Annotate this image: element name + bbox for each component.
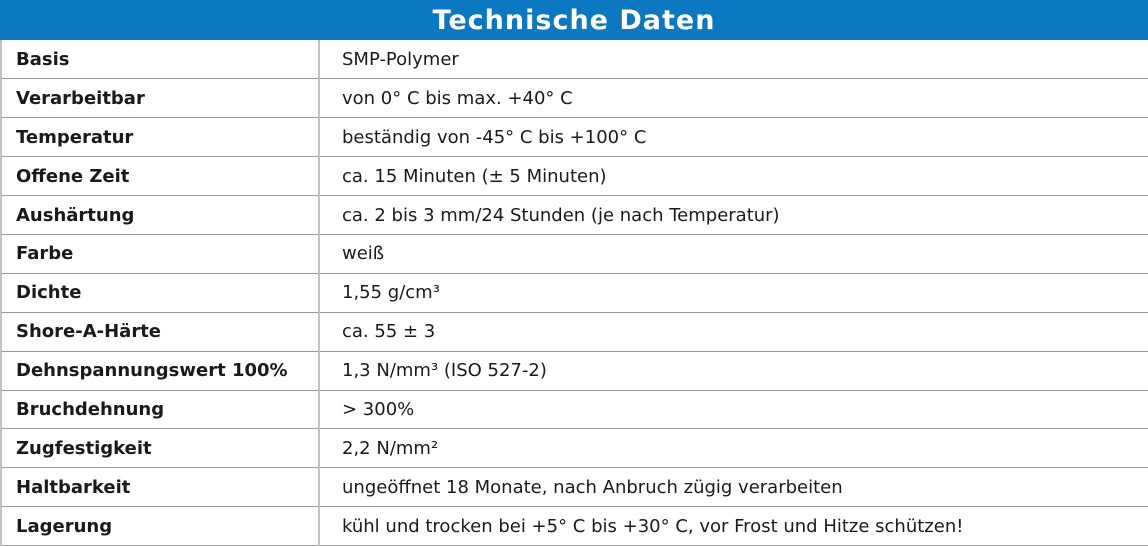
row-value: ca. 15 Minuten (± 5 Minuten) xyxy=(319,157,1148,196)
row-label: Zugfestigkeit xyxy=(1,429,319,468)
row-value: > 300% xyxy=(319,390,1148,429)
table-row xyxy=(1,234,1148,273)
row-label: Dichte xyxy=(1,273,319,312)
page-title: Technische Daten xyxy=(432,4,716,36)
table-row xyxy=(1,468,1148,507)
table-row xyxy=(1,429,1148,468)
row-value: 2,2 N/mm² xyxy=(319,429,1148,468)
row-value: weiß xyxy=(319,234,1148,273)
row-label: Aushärtung xyxy=(1,196,319,235)
table-row xyxy=(1,79,1148,118)
table-row xyxy=(1,40,1148,79)
row-value: 1,55 g/cm³ xyxy=(319,273,1148,312)
row-label: Dehnspannungswert 100% xyxy=(1,351,319,390)
technical-data-table xyxy=(0,40,1148,546)
table-row xyxy=(1,273,1148,312)
row-label: Temperatur xyxy=(1,118,319,157)
row-label: Verarbeitbar xyxy=(1,79,319,118)
row-value: ca. 55 ± 3 xyxy=(319,312,1148,351)
row-value: ca. 2 bis 3 mm/24 Stunden (je nach Temperatur) xyxy=(319,196,1148,235)
table-row xyxy=(1,390,1148,429)
table-row xyxy=(1,118,1148,157)
table-row xyxy=(1,312,1148,351)
row-value: von 0° C bis max. +40° C xyxy=(319,79,1148,118)
row-label: Farbe xyxy=(1,234,319,273)
row-value: 1,3 N/mm³ (ISO 527-2) xyxy=(319,351,1148,390)
row-label: Haltbarkeit xyxy=(1,468,319,507)
table-row xyxy=(1,157,1148,196)
table-row xyxy=(1,507,1148,546)
title-bar xyxy=(0,0,1148,40)
row-value: beständig von -45° C bis +100° C xyxy=(319,118,1148,157)
table-row xyxy=(1,196,1148,235)
row-label: Basis xyxy=(1,40,319,79)
table-row xyxy=(1,351,1148,390)
row-label: Bruchdehnung xyxy=(1,390,319,429)
row-value: SMP-Polymer xyxy=(319,40,1148,79)
row-label: Lagerung xyxy=(1,507,319,546)
row-label: Shore-A-Härte xyxy=(1,312,319,351)
row-value: kühl und trocken bei +5° C bis +30° C, vor Frost und Hitze schützen! xyxy=(319,507,1148,546)
row-label: Offene Zeit xyxy=(1,157,319,196)
row-value: ungeöffnet 18 Monate, nach Anbruch zügig verarbeiten xyxy=(319,468,1148,507)
